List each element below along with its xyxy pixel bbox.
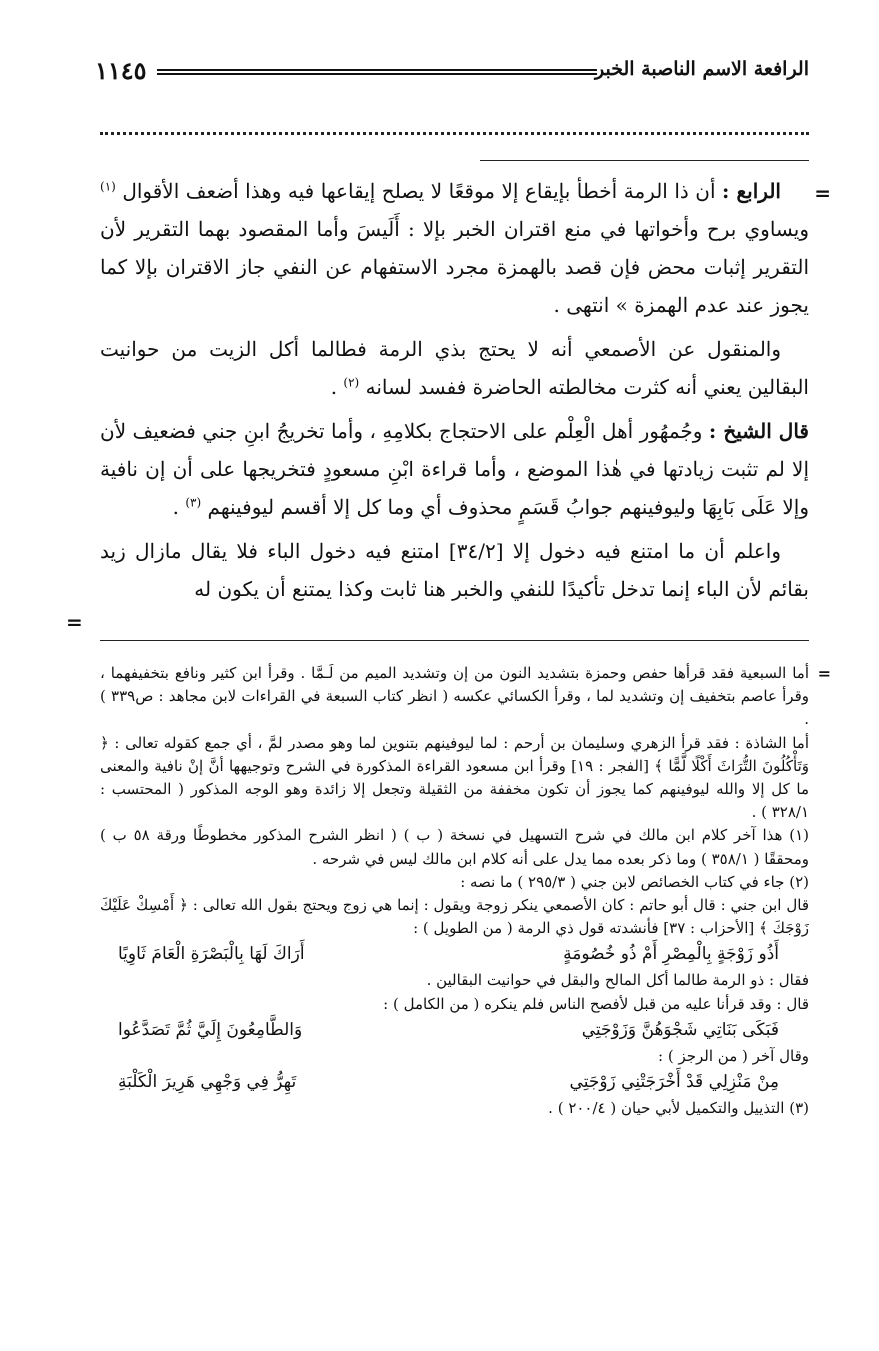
- verse-1-second-hemistich: أَرَاكَ لَهَا بِالْبَصْرَةِ الْعَامَ ثَاوِيًا: [118, 944, 305, 965]
- paragraph-2: والمنقول عن الأصمعي أنه لا يحتج بذي الرمة فطالما أكل الزيت من حوانيت البقالين يعني أنه كثرت مخالطته الحاضرة ففسد لسانه $^{(٢)}$ .: [100, 337, 809, 399]
- continuation-mark-bottom: =: [66, 610, 83, 634]
- paragraph-3: قال الشيخ : وجُمهُور أهل الْعِلْم على الاحتجاج بكلامِهِ ، وأما تخريجُ ابنِ جني فضعيف لأن إلا لم تثبت زيادتها في هٰذا الموضع ، وأما قراءة ابْنِ مسعودٍ فتخريجها على أن إن نافية وإلا عَلَى بَابِهَا وليوفينهم جوابُ قَسَمٍ محذوف أي وما كل إلا أقسم ليوفينهم $^{(٣)}$ .: [100, 419, 809, 519]
- footnote-separator: [100, 640, 809, 641]
- footnote-2-quote: قال ابن جني : قال أبو حاتم : كان الأصمعي ينكر زوجة ويقول : إنما هي زوج ويحتج بقول الله تعالى : ﴿ أَمْسِكْ عَلَيْكَ زَوْجَكَ ﴾ [الأحزاب : ٣٧] فأنشدته قول ذي الرمة ( من الطويل ) :: [100, 896, 809, 938]
- verse-3-second-hemistich: تَهِرُّ فِي وَجْهِي هَرِيرَ الْكَلْبَةِ: [118, 1072, 297, 1093]
- paragraph-1: الرابع : أن ذا الرمة أخطأ بإيقاع إلا موقعًا لا يصلح إيقاعها فيه وهذا أضعف الأقوال $^{(١)}$ ويساوي برح وأخواتها في منع اقتران الخبر بإلا : أَلَيسَ وأما المقصود بهما التقرير لأن التقرير إثبات محض فإن قصد بالهمزة مجرد الاستفهام عن النفي جاز الاقتران بإلا كما يجوز عند عدم الهمزة » انتهى .: [100, 179, 809, 317]
- page-header: [95, 58, 809, 88]
- footnote-2-intro-verse-2: قال : وقد قرأنا عليه من قبل لأفصح الناس فلم ينكره ( من الكامل ) :: [383, 994, 809, 1013]
- paragraph-4: واعلم أن ما امتنع فيه دخول إلا [٣٤/٢] امتنع فيه دخول الباء فلا يقال مازال زيد بقائم لأن الباء إنما تدخل تأكيدًا للنفي والخبر هنا ثابت وكذا يمتنع أن يكون له: [100, 539, 809, 601]
- page-number: ١١٤٥: [95, 56, 147, 85]
- footnote-ref-3: (٣): [185, 495, 202, 510]
- running-title: الرافعة الاسم الناصبة الخبر: [595, 58, 809, 80]
- footnote-continuation-mark: =: [817, 664, 831, 683]
- header-double-rule: [157, 69, 597, 75]
- dotted-separator: [100, 132, 809, 135]
- footnote-ref-1: (١): [100, 179, 116, 194]
- continuation-mark-top: =: [814, 181, 831, 205]
- paragraph-1-lead: الرابع :: [722, 179, 781, 203]
- verse-3-first-hemistich: مِنْ مَنْزِلِي قَدْ أَخْرَجَتْنِي زَوْجَتِي: [569, 1072, 779, 1093]
- footnote-2-intro-verse-3: وقال آخر ( من الرجز ) :: [658, 1046, 809, 1065]
- verse-2-first-hemistich: فَبَكَى بَنَاتِي شَجْوَهُنَّ وَزَوْجَتِي: [581, 1019, 779, 1040]
- main-text: [100, 172, 809, 614]
- verse-2: [100, 1016, 809, 1045]
- footnotes: [100, 662, 809, 1120]
- verse-1: [100, 940, 809, 969]
- verse-2-second-hemistich: وَالطَّامِعُونَ إِلَيَّ ثُمَّ تَصَدَّعُوا: [118, 1019, 303, 1040]
- verse-1-first-hemistich: أَذُو زَوْجَةٍ بِالْمِصْرِ أَمْ ذُو خُصُومَةٍ: [563, 944, 779, 965]
- paragraph-3-lead: قال الشيخ :: [708, 419, 809, 443]
- verse-3: [100, 1068, 809, 1097]
- footnote-cont-1: أما السبعية فقد قرأها حفص وحمزة بتشديد النون من إن وتشديد الميم من لَـمَّا . وقرأ ابن كثير ونافع بتخفيفهما ، وقرأ عاصم بتخفيف إن وتشديد لما ، وقرأ الكسائي عكسه ( انظر كتاب السبعة في القراءات لابن مجاهد : ص٣٣٩ ) .: [100, 664, 809, 729]
- footnote-1: (١) هذا آخر كلام ابن مالك في شرح التسهيل في نسخة ( ب ) ( انظر الشرح المذكور مخطوطًا ورقة ٥٨ ب ) ومحققًا ( ٣٥٨/١ ) وما ذكر بعده مما يدل على أنه كلام ابن مالك ليس في شرحه .: [100, 826, 809, 868]
- footnote-cont-2: أما الشاذة : فقد قرأ الزهري وسليمان بن أرحم : لما ليوفينهم بتنوين لما وهو مصدر لمَّ ، أي جمع كقوله تعالى : ﴿ وَتَأْكُلُونَ التُّرَاثَ أَكْلًا لَّمًّا ﴾ [الفجر : ١٩] وقرأ ابن مسعود القراءة المذكورة في الشرح وتوجيهها أنَّ إنْ نافية والمعنى ما كل إلا والله ليوفينهم كما يجوز أن تكون مخففة من الثقيلة وتجعل إلا زائدة وهو الوجه المذكور ( المحتسب : ٣٢٨/١ ) .: [100, 733, 809, 822]
- short-separator: [480, 160, 809, 161]
- footnote-3: (٣) التذييل والتكميل لأبي حيان ( ٢٠٠/٤ ) .: [548, 1099, 809, 1118]
- footnote-ref-2: (٢): [343, 375, 360, 390]
- footnote-2-comment: فقال : ذو الرمة طالما أكل المالح والبقل في حوانيت البقالين .: [426, 971, 809, 990]
- footnote-2: (٢) جاء في كتاب الخصائص لابن جني ( ٢٩٥/٣ ) ما نصه :: [460, 872, 809, 891]
